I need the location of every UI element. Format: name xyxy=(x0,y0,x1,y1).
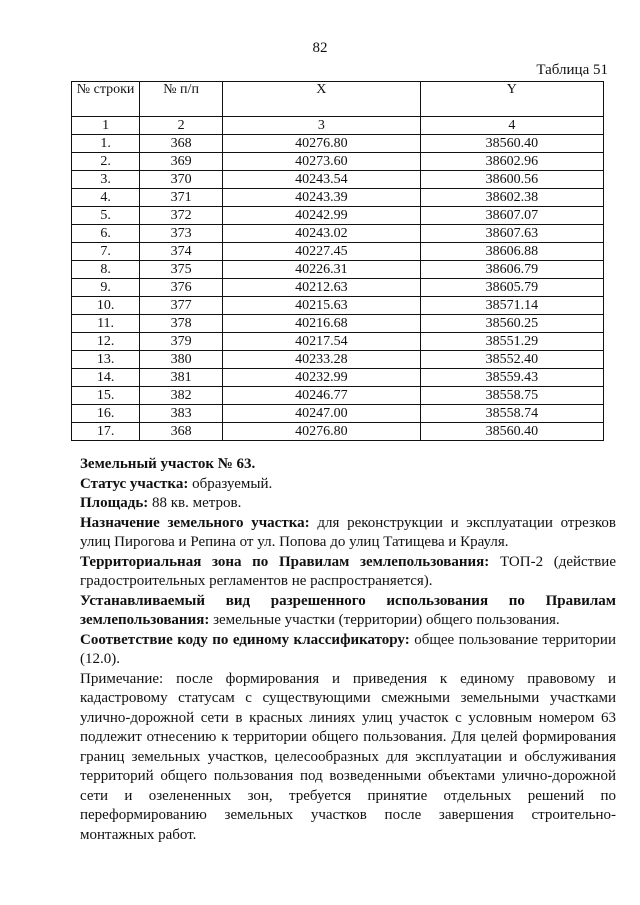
parcel-note: Примечание: после формирования и приведения к единому правовому и кадастровому статусам с существующими смежными земельными участками улично-дорожной сети в красных линиях улиц участок с условным номером 63 подлежит отнесению к территории общего пользования. Для целей формирования границ земельных участков, целесообразных для эксплуатации и обслуживания территорий общего пользования под возведенными объектами улично-дорожной сети и озелененных зон, требуется принятие отдельных решений по переформированию земельных участков после завершения строительно-монтажных работ. xyxy=(80,670,616,843)
parcel-status: Статус участка: образуемый. xyxy=(80,475,273,492)
x-coordinate: 40242.99 xyxy=(223,207,421,225)
table-row xyxy=(72,153,604,171)
x-coordinate: 40217.54 xyxy=(223,333,421,351)
point-number: 371 xyxy=(140,189,223,207)
x-coordinate: 40226.31 xyxy=(223,261,421,279)
row-number: 16. xyxy=(72,405,140,423)
point-number: 378 xyxy=(140,315,223,333)
point-number: 369 xyxy=(140,153,223,171)
y-coordinate: 38607.63 xyxy=(420,225,603,243)
table-row xyxy=(72,189,604,207)
table-row xyxy=(72,261,604,279)
row-number: 10. xyxy=(72,297,140,315)
row-number: 11. xyxy=(72,315,140,333)
column-number: 1 xyxy=(72,117,140,135)
x-coordinate: 40276.80 xyxy=(223,135,421,153)
point-number: 373 xyxy=(140,225,223,243)
parcel-title: Земельный участок № 63. xyxy=(80,456,256,472)
y-coordinate: 38602.38 xyxy=(420,189,603,207)
table-row xyxy=(72,405,604,423)
x-coordinate: 40247.00 xyxy=(223,405,421,423)
row-number: 1. xyxy=(72,135,140,153)
parcel-purpose: Назначение земельного участка: для реконструкции и эксплуатации отрезков улиц Пирогова и Репина от ул. Попова до улиц Татищева и Крауля. xyxy=(80,514,617,550)
parcel-area: Площадь: 88 кв. метров. xyxy=(80,495,242,511)
x-coordinate: 40212.63 xyxy=(223,279,421,297)
point-number: 376 xyxy=(140,279,223,297)
y-coordinate: 38602.96 xyxy=(420,153,603,171)
row-number: 4. xyxy=(72,189,140,207)
x-coordinate: 40246.77 xyxy=(223,387,421,405)
column-number: 3 xyxy=(223,117,421,135)
point-number: 380 xyxy=(140,351,223,369)
y-coordinate: 38558.75 xyxy=(420,387,603,405)
table-row xyxy=(72,333,604,351)
header-point-number: № п/п xyxy=(140,82,223,117)
table-row xyxy=(72,135,604,153)
table-row xyxy=(72,315,604,333)
parcel-classifier: Соответствие коду по единому классификатору: общее пользование территории (12.0). xyxy=(80,631,616,667)
header-row-number: № строки xyxy=(72,82,140,117)
table-row xyxy=(72,207,604,225)
x-coordinate: 40243.02 xyxy=(223,225,421,243)
point-number: 377 xyxy=(140,297,223,315)
table-caption: Таблица 51 xyxy=(536,62,608,78)
row-number: 9. xyxy=(72,279,140,297)
y-coordinate: 38560.25 xyxy=(420,315,603,333)
row-number: 14. xyxy=(72,369,140,387)
page-number: 82 xyxy=(312,40,328,56)
y-coordinate: 38607.07 xyxy=(420,207,603,225)
table-column-numbers-row xyxy=(72,117,604,135)
column-number: 4 xyxy=(420,117,603,135)
point-number: 370 xyxy=(140,171,223,189)
table-row xyxy=(72,279,604,297)
point-number: 368 xyxy=(140,135,223,153)
y-coordinate: 38571.14 xyxy=(420,297,603,315)
point-number: 375 xyxy=(140,261,223,279)
parcel-description xyxy=(80,455,616,845)
column-number: 2 xyxy=(140,117,223,135)
x-coordinate: 40243.39 xyxy=(223,189,421,207)
y-coordinate: 38552.40 xyxy=(420,351,603,369)
table-row xyxy=(72,297,604,315)
table-row xyxy=(72,387,604,405)
y-coordinate: 38558.74 xyxy=(420,405,603,423)
table-row xyxy=(72,225,604,243)
x-coordinate: 40233.28 xyxy=(223,351,421,369)
table-row xyxy=(72,243,604,261)
x-coordinate: 40276.80 xyxy=(223,423,421,441)
row-number: 5. xyxy=(72,207,140,225)
table-body xyxy=(72,135,604,441)
point-number: 368 xyxy=(140,423,223,441)
y-coordinate: 38606.79 xyxy=(420,261,603,279)
row-number: 15. xyxy=(72,387,140,405)
row-number: 2. xyxy=(72,153,140,171)
y-coordinate: 38600.56 xyxy=(420,171,603,189)
header-y: Y xyxy=(420,82,603,117)
y-coordinate: 38560.40 xyxy=(420,135,603,153)
parcel-use: Устанавливаемый вид разрешенного использования по Правилам землепользования: земельные участки (территории) общего пользования. xyxy=(80,592,616,628)
row-number: 7. xyxy=(72,243,140,261)
x-coordinate: 40216.68 xyxy=(223,315,421,333)
point-number: 383 xyxy=(140,405,223,423)
coordinates-table xyxy=(71,81,604,441)
x-coordinate: 40273.60 xyxy=(223,153,421,171)
row-number: 6. xyxy=(72,225,140,243)
row-number: 17. xyxy=(72,423,140,441)
x-coordinate: 40227.45 xyxy=(223,243,421,261)
point-number: 381 xyxy=(140,369,223,387)
row-number: 12. xyxy=(72,333,140,351)
row-number: 13. xyxy=(72,351,140,369)
header-x: X xyxy=(223,82,421,117)
parcel-zone: Территориальная зона по Правилам землепользования: ТОП-2 (действие градостроительных регламентов не распространяется). xyxy=(80,553,616,589)
point-number: 382 xyxy=(140,387,223,405)
x-coordinate: 40215.63 xyxy=(223,297,421,315)
table-row xyxy=(72,369,604,387)
x-coordinate: 40243.54 xyxy=(223,171,421,189)
table-header-row xyxy=(72,82,604,117)
y-coordinate: 38606.88 xyxy=(420,243,603,261)
table-row xyxy=(72,351,604,369)
point-number: 372 xyxy=(140,207,223,225)
point-number: 374 xyxy=(140,243,223,261)
y-coordinate: 38551.29 xyxy=(420,333,603,351)
y-coordinate: 38605.79 xyxy=(420,279,603,297)
row-number: 8. xyxy=(72,261,140,279)
row-number: 3. xyxy=(72,171,140,189)
table-row xyxy=(72,423,604,441)
y-coordinate: 38560.40 xyxy=(420,423,603,441)
table-row xyxy=(72,171,604,189)
x-coordinate: 40232.99 xyxy=(223,369,421,387)
y-coordinate: 38559.43 xyxy=(420,369,603,387)
point-number: 379 xyxy=(140,333,223,351)
